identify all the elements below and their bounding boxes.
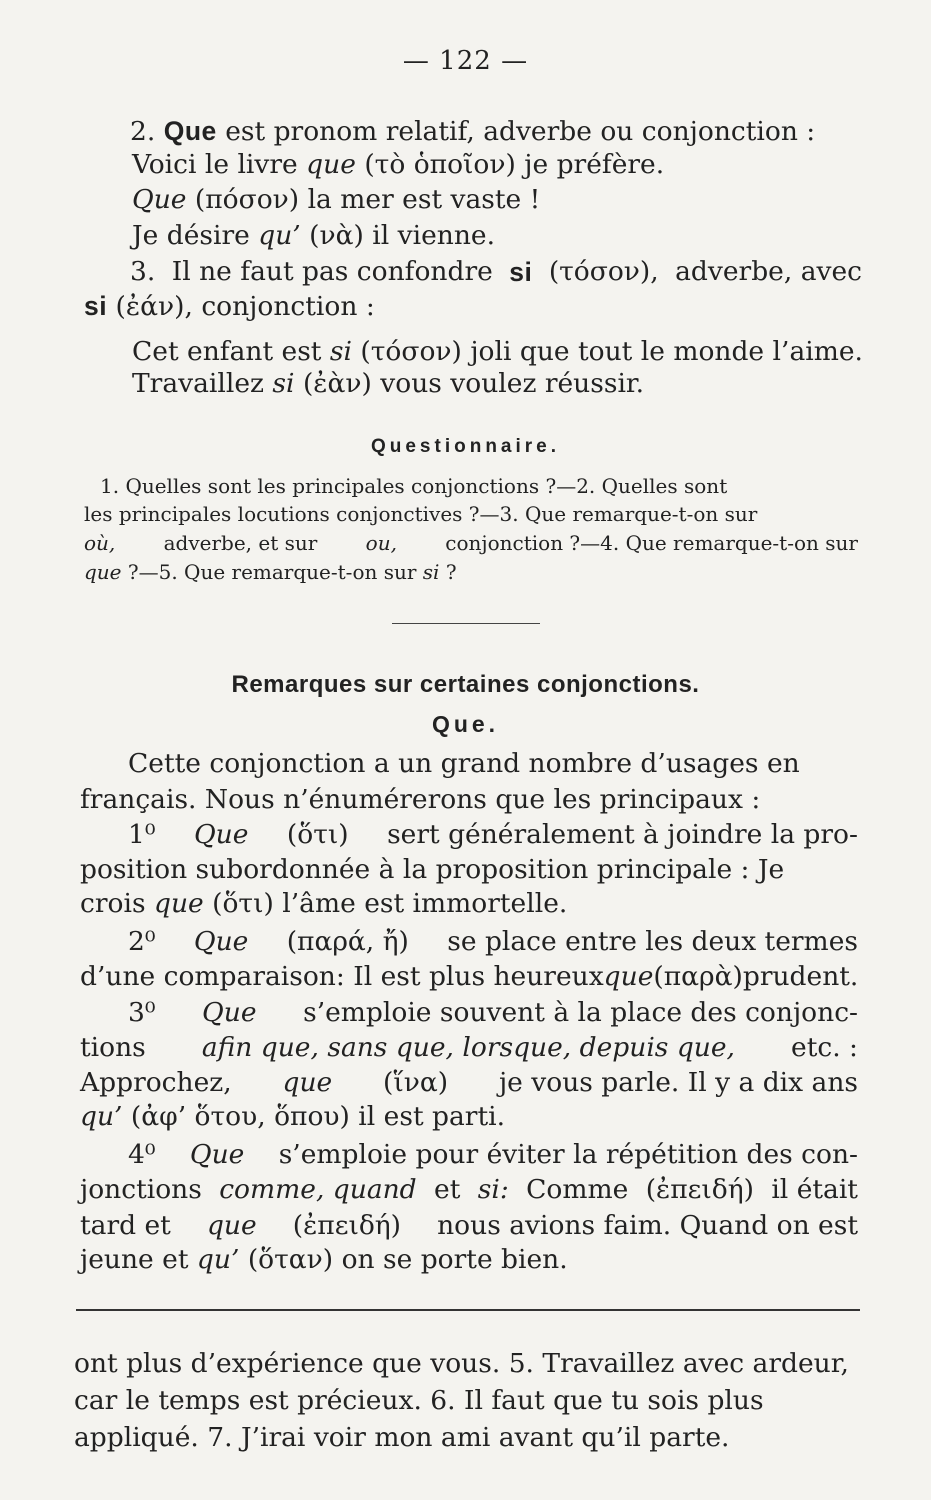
rule-3-line-4: qu’ (ἀφ’ ὅτου, ὅπου) il est parti. — [80, 1101, 505, 1132]
footnote-rule — [76, 1309, 860, 1311]
rule-4-line-3: tard et que (ἐπειδή) nous avions faim. Quand on est — [80, 1210, 858, 1241]
rule-3-line-1: 3⁰ Que s’emploie souvent à la place des conjonc- — [128, 997, 858, 1028]
rule-4-line-4: jeune et qu’ (ὅταν) on se porte bien. — [80, 1244, 568, 1275]
keyword-si: si — [509, 257, 533, 287]
questionnaire-line-4: que ?—5. Que remarque-t-on sur si ? — [84, 560, 457, 584]
rule-3-line-2: tions afin que, sans que, lorsque, depuis que, etc. : — [80, 1032, 858, 1063]
intro-line-3: Que (πόσον) la mer est vaste ! — [132, 184, 541, 215]
footer-line-1: ont plus d’expérience que vous. 5. Travaillez avec ardeur, — [74, 1348, 849, 1379]
rule-1-line-1: 1⁰ Que (ὅτι) sert généralement à joindre la pro- — [128, 819, 858, 850]
intro-line-1: 2. Que est pronom relatif, adverbe ou conjonction : — [130, 116, 816, 147]
section-divider — [392, 623, 540, 624]
rule-4-line-1: 4⁰ Que s’emploie pour éviter la répétition des con- — [128, 1139, 858, 1170]
intro-line-8: Travaillez si (ἐὰν) vous voulez réussir. — [132, 368, 645, 399]
footer-line-2: car le temps est précieux. 6. Il faut que tu sois plus — [74, 1385, 764, 1416]
questionnaire-line-2: les principales locutions conjonctives ?—3. Que remarque-t-on sur — [84, 502, 758, 526]
rule-4-line-2: jonctions comme, quand et si: Comme (ἐπειδή) il était — [80, 1174, 858, 1205]
rule-1-line-2: position subordonnée à la proposition principale : Je — [80, 854, 785, 885]
questionnaire-title: Questionnaire. — [370, 436, 561, 457]
section-title: Remarques sur certaines conjonctions. — [231, 671, 700, 698]
intro-line-4: Je désire qu’ (νὰ) il vienne. — [132, 220, 496, 251]
para-1-line-2: français. Nous n’énumérerons que les principaux : — [80, 784, 761, 815]
intro-line-2: Voici le livre que (τὸ ὁποῖον) je préfère. — [132, 149, 665, 180]
keyword-si: si — [84, 291, 108, 321]
intro-line-5: 3. Il ne faut pas confondre si (τόσον), adverbe, avec — [130, 256, 862, 287]
para-1-line-1: Cette conjonction a un grand nombre d’usages en — [128, 748, 800, 779]
rule-2-line-1: 2⁰ Que (παρά, ἤ) se place entre les deux termes — [128, 926, 858, 957]
keyword-que: Que — [163, 116, 217, 146]
page-number: — 122 — — [402, 46, 529, 76]
section-subtitle: Que. — [431, 711, 500, 737]
intro-line-7: Cet enfant est si (τόσον) joli que tout le monde l’aime. — [132, 336, 863, 367]
questionnaire-line-1: 1. Quelles sont les principales conjonctions ?—2. Quelles sont — [100, 474, 728, 498]
rule-3-line-3: Approchez, que (ἵνα) je vous parle. Il y a dix ans — [80, 1067, 858, 1098]
intro-line-6: si (ἐάν), conjonction : — [84, 291, 375, 322]
questionnaire-line-3: où, adverbe, et sur ou, conjonction ?—4. Que remarque-t-on sur — [84, 531, 858, 555]
footer-line-3: appliqué. 7. J’irai voir mon ami avant qu’il parte. — [74, 1422, 730, 1453]
rule-1-line-3: crois que (ὅτι) l’âme est immortelle. — [80, 888, 568, 919]
rule-2-line-2: d’une comparaison: Il est plus heureux que (παρὰ) prudent. — [80, 961, 859, 992]
